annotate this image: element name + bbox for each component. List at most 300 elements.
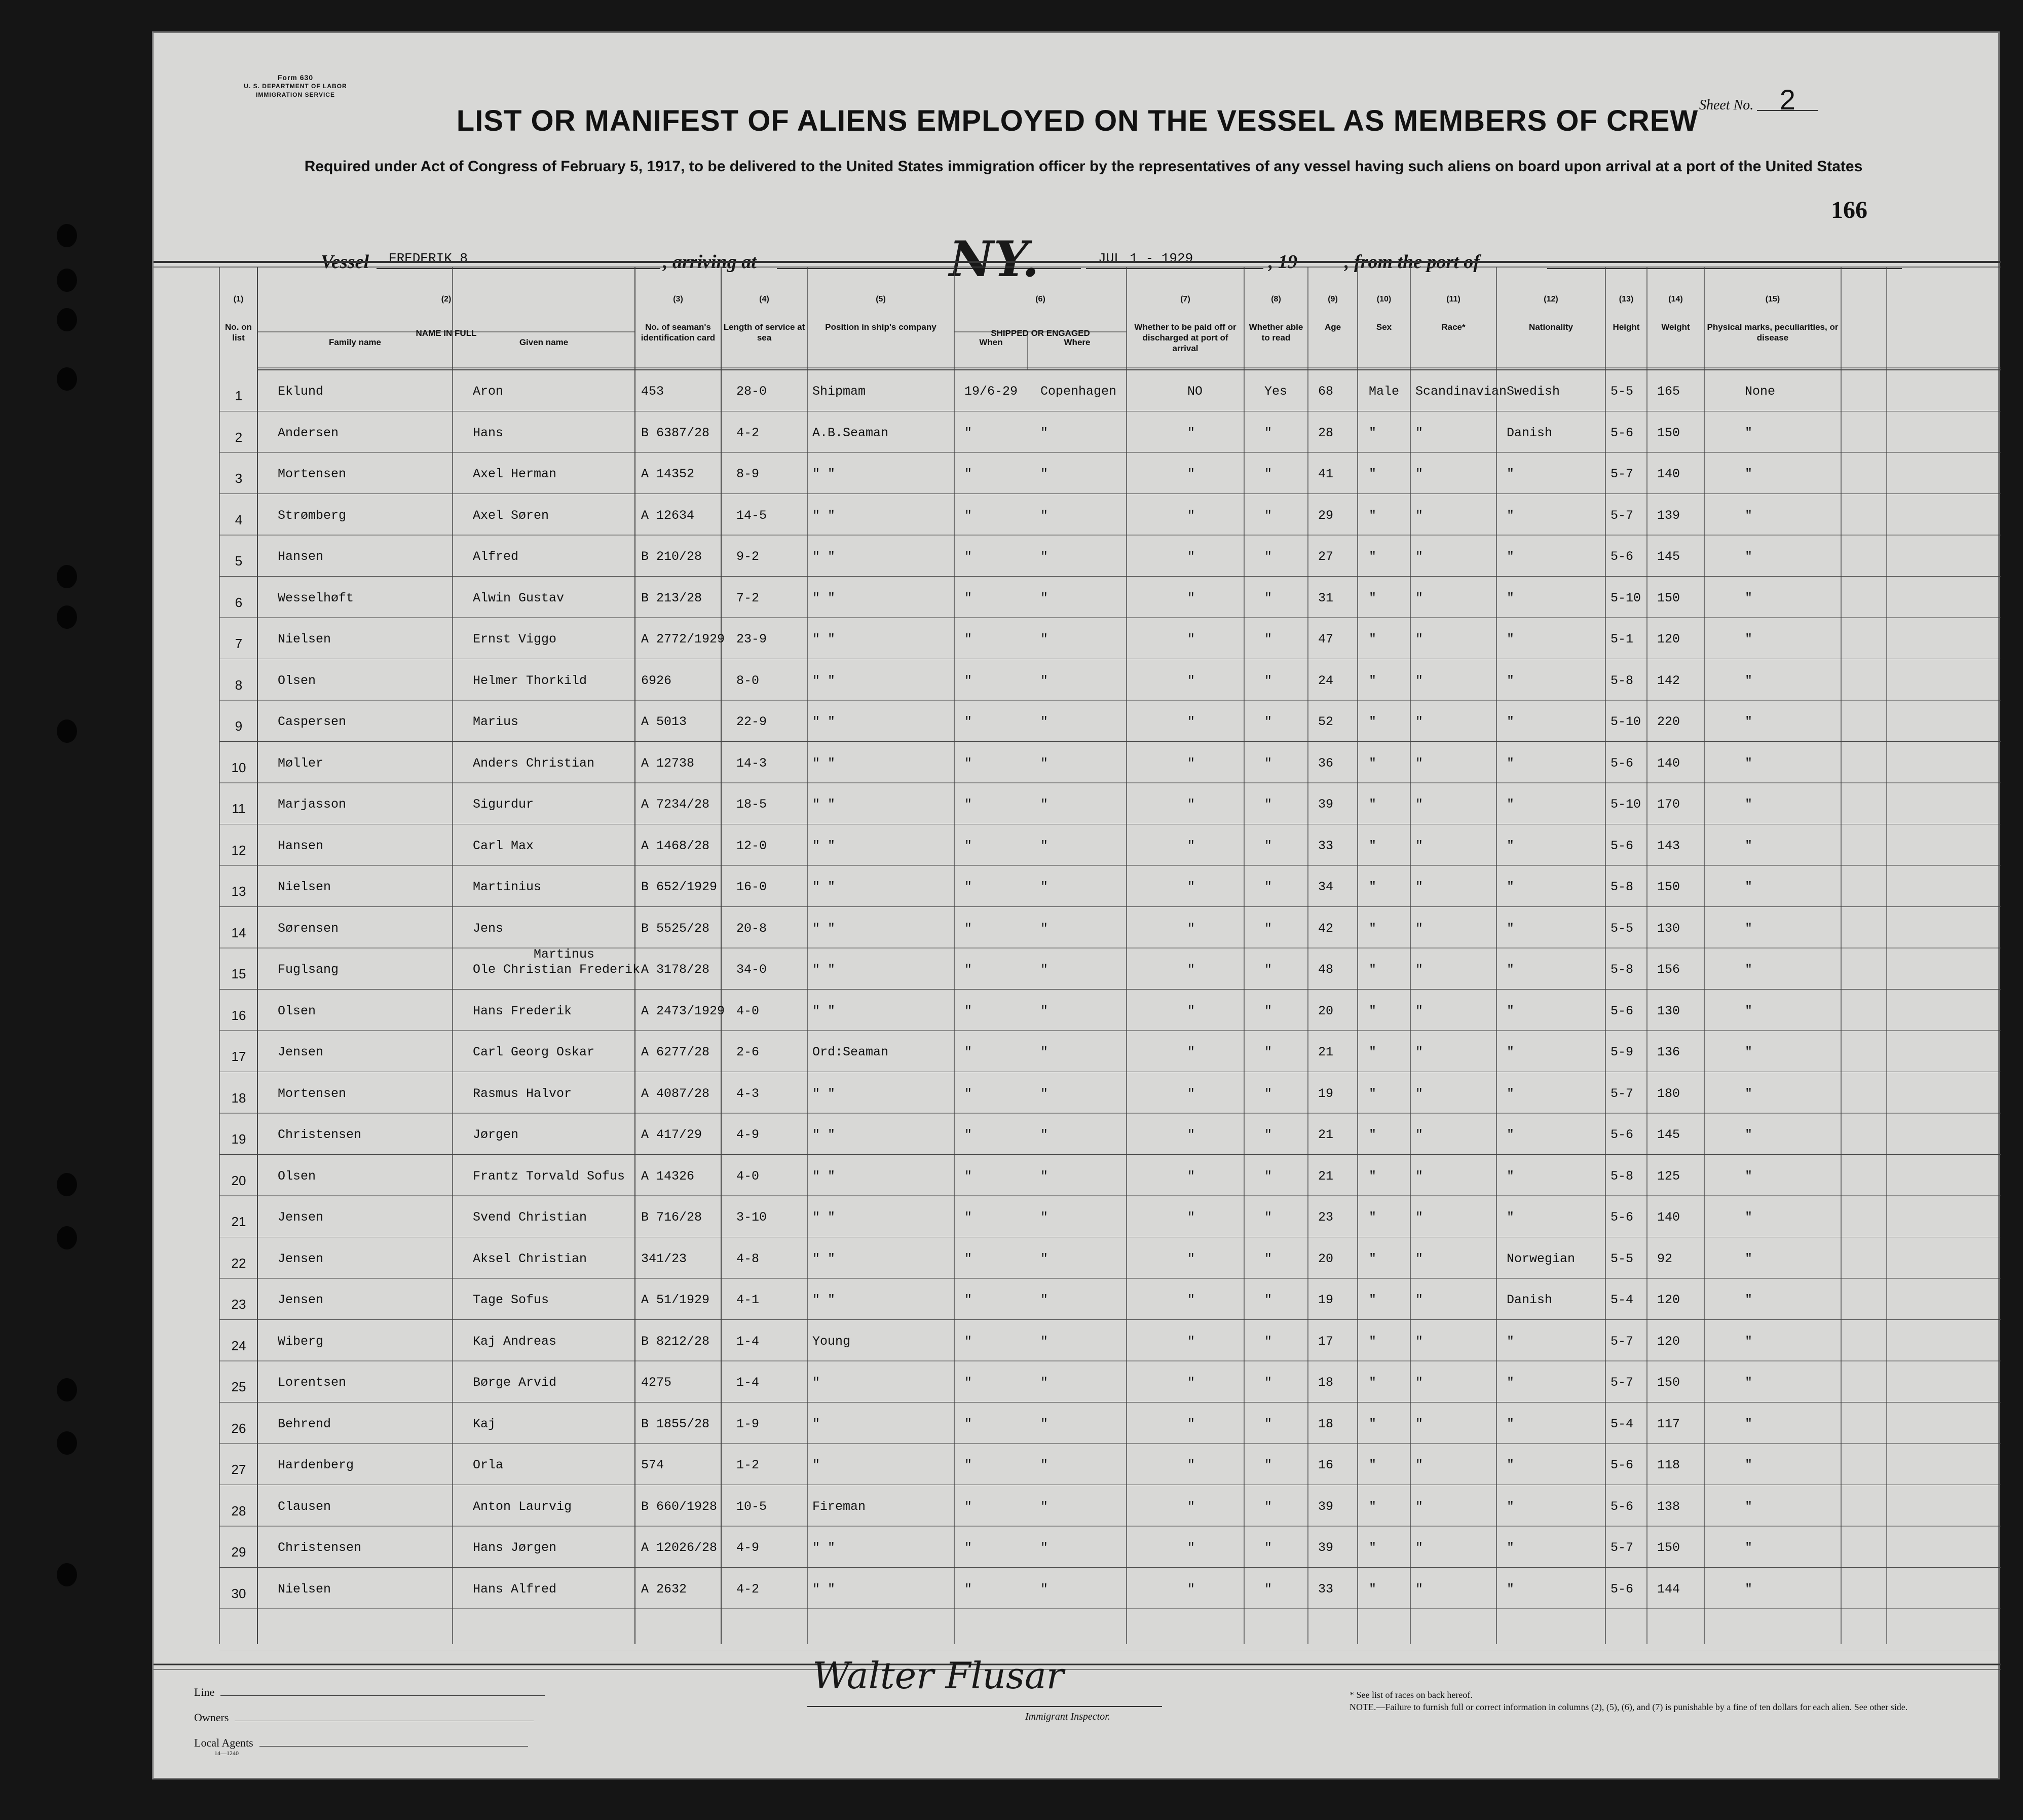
cell-age: 18	[1318, 1416, 1334, 1431]
column-heading: Whether to be paid off or discharged at port of arrival	[1134, 322, 1237, 353]
cell-where: "	[1040, 921, 1048, 936]
cell-race: Scandinavian	[1415, 384, 1507, 399]
row-number: 21	[231, 1214, 246, 1229]
cell-weight: 180	[1657, 1086, 1680, 1101]
cell-marks: "	[1745, 838, 1753, 853]
subheading-given: Given name	[519, 337, 569, 347]
cell-race: "	[1415, 508, 1423, 523]
row-number: 30	[231, 1585, 246, 1601]
row-number: 29	[231, 1544, 246, 1560]
cell-where: "	[1040, 549, 1048, 564]
form-number: Form 630	[277, 73, 314, 82]
cell-weight: 150	[1657, 1540, 1680, 1555]
cell-height: 5-1	[1610, 632, 1634, 647]
column-heading: Weight	[1661, 322, 1690, 332]
cell-read: "	[1264, 1086, 1272, 1101]
cell-weight: 120	[1657, 632, 1680, 647]
cell-nationality: "	[1507, 673, 1515, 688]
cell-nationality: Norwegian	[1507, 1251, 1576, 1266]
cell-service: 8-0	[736, 673, 760, 688]
manifest-sheet	[152, 31, 2000, 1779]
cell-service: 1-9	[736, 1416, 760, 1431]
cell-when: "	[964, 1168, 972, 1184]
cell-service: 23-9	[736, 632, 767, 647]
cell-weight: 136	[1657, 1045, 1680, 1059]
cell-marks: "	[1745, 1540, 1753, 1555]
cell-card: A 3178/28	[641, 962, 710, 977]
cell-marks: None	[1745, 384, 1776, 399]
cell-given: Jørgen	[473, 1127, 519, 1142]
cell-marks: "	[1745, 1293, 1753, 1307]
cell-nationality: "	[1507, 1045, 1515, 1059]
row-number: 3	[235, 471, 243, 486]
cell-card: A 12634	[641, 508, 695, 523]
cell-race: "	[1415, 425, 1423, 440]
cell-when: "	[964, 714, 972, 729]
subheading-family: Family name	[329, 337, 381, 347]
cell-given: Aksel Christian	[473, 1251, 587, 1266]
sheet-number-value: 2	[1757, 90, 1818, 111]
column-number: (15)	[1765, 295, 1780, 304]
cell-given: Martinius	[473, 880, 542, 894]
cell-when: "	[964, 467, 972, 481]
sheet-number-label: Sheet No.	[1699, 97, 1754, 113]
cell-nationality: "	[1507, 755, 1515, 771]
cell-given: Marius	[473, 714, 519, 729]
cell-given: Frantz Torvald Sofus	[473, 1168, 625, 1184]
penalty-note: NOTE.—Failure to furnish full or correct information in columns (2), (5), (6), and (7) is punishable by a fine of ten dollars for each alien. See other side.	[1350, 1702, 1908, 1712]
cell-paid: "	[1187, 467, 1195, 481]
cell-weight: 130	[1657, 921, 1680, 936]
cell-when: "	[964, 1375, 972, 1390]
cell-given: Anders Christian	[473, 755, 595, 771]
cell-marks: "	[1745, 1458, 1753, 1472]
vessel-label: Vessel	[321, 251, 369, 273]
cell-card: B 210/28	[641, 549, 702, 564]
cell-paid: "	[1187, 1086, 1195, 1101]
cell-age: 47	[1318, 632, 1334, 647]
cell-card: A 2772/1929	[641, 632, 725, 647]
cell-where: "	[1040, 1127, 1048, 1142]
cell-marks: "	[1745, 1003, 1753, 1018]
cell-given: Ole Christian Frederik	[473, 962, 641, 977]
cell-paid: "	[1187, 962, 1195, 977]
cell-height: 5-6	[1610, 425, 1634, 440]
cell-service: 1-4	[736, 1334, 760, 1349]
cell-height: 5-6	[1610, 1458, 1634, 1472]
cell-marks: "	[1745, 1416, 1753, 1431]
cell-sex: "	[1369, 1168, 1377, 1184]
cell-height: 5-5	[1610, 1251, 1634, 1266]
cell-marks: "	[1745, 1375, 1753, 1390]
cell-paid: "	[1187, 1375, 1195, 1390]
cell-height: 5-10	[1610, 714, 1641, 729]
form-department: U. S. DEPARTMENT OF LABOR	[244, 83, 347, 90]
cell-family: Strømberg	[278, 508, 347, 523]
cell-card: A 417/29	[641, 1127, 702, 1142]
cell-sex: Male	[1369, 384, 1400, 399]
cell-when: "	[964, 673, 972, 688]
cell-weight: 145	[1657, 1127, 1680, 1142]
cell-read: "	[1264, 425, 1272, 440]
cell-paid: "	[1187, 1416, 1195, 1431]
cell-when: "	[964, 1499, 972, 1514]
form-service: IMMIGRATION SERVICE	[256, 91, 335, 98]
cell-marks: "	[1745, 962, 1753, 977]
cell-sex: "	[1369, 1003, 1377, 1018]
cell-family: Nielsen	[278, 632, 331, 647]
cell-family: Hansen	[278, 838, 324, 853]
cell-sex: "	[1369, 1045, 1377, 1059]
cell-weight: 156	[1657, 962, 1680, 977]
cell-service: 4-2	[736, 1581, 760, 1597]
cell-family: Eklund	[278, 384, 324, 399]
cell-paid: "	[1187, 1334, 1195, 1349]
cell-race: "	[1415, 838, 1423, 853]
cell-when: "	[964, 797, 972, 812]
cell-where: "	[1040, 1168, 1048, 1184]
cell-card: A 1468/28	[641, 838, 710, 853]
cell-position: "	[812, 1375, 820, 1390]
column-number: (14)	[1668, 295, 1683, 304]
cell-where: "	[1040, 1540, 1048, 1555]
cell-where: "	[1040, 1499, 1048, 1514]
cell-nationality: "	[1507, 1458, 1515, 1472]
cell-weight: 140	[1657, 1210, 1680, 1225]
cell-when: "	[964, 1416, 972, 1431]
cell-age: 29	[1318, 508, 1334, 523]
cell-service: 7-2	[736, 590, 760, 605]
cell-given: Alfred	[473, 549, 519, 564]
cell-sex: "	[1369, 880, 1377, 894]
cell-given: Hans	[473, 425, 504, 440]
cell-service: 9-2	[736, 549, 760, 564]
cell-where: "	[1040, 467, 1048, 481]
cell-when: "	[964, 921, 972, 936]
subheading-where: Where	[1064, 337, 1091, 347]
row-number: 25	[231, 1379, 246, 1394]
cell-service: 4-9	[736, 1127, 760, 1142]
cell-when: "	[964, 1293, 972, 1307]
date-field: JUL 1 - 1929	[1086, 251, 1263, 269]
cell-family: Olsen	[278, 1003, 316, 1018]
race-note: * See list of races on back hereof.	[1350, 1690, 1473, 1700]
cell-nationality: "	[1507, 1168, 1515, 1184]
cell-position: " "	[812, 549, 836, 564]
cell-paid: "	[1187, 755, 1195, 771]
cell-sex: "	[1369, 1210, 1377, 1225]
cell-service: 2-6	[736, 1045, 760, 1059]
cell-read: "	[1264, 1127, 1272, 1142]
binder-hole	[57, 308, 77, 331]
row-number: 17	[231, 1049, 246, 1064]
row-number: 6	[235, 594, 243, 610]
cell-family: Jensen	[278, 1045, 324, 1059]
cell-service: 14-5	[736, 508, 767, 523]
cell-position: Fireman	[812, 1499, 866, 1514]
cell-marks: "	[1745, 1045, 1753, 1059]
cell-given: Rasmus Halvor	[473, 1086, 572, 1101]
arriving-handwritten: NY.	[949, 231, 1039, 288]
cell-race: "	[1415, 1458, 1423, 1472]
line-field	[194, 1686, 545, 1699]
binder-hole	[57, 1431, 77, 1455]
cell-paid: "	[1187, 673, 1195, 688]
cell-age: 41	[1318, 467, 1334, 481]
cell-paid: "	[1187, 921, 1195, 936]
cell-where: "	[1040, 1375, 1048, 1390]
cell-card: 341/23	[641, 1251, 687, 1266]
column-heading: Sex	[1376, 322, 1392, 332]
cell-position: " "	[812, 755, 836, 771]
form-code: 14—1240	[214, 1750, 239, 1757]
row-number: 8	[235, 677, 243, 693]
column-number: (6)	[1035, 295, 1045, 304]
cell-race: "	[1415, 1210, 1423, 1225]
footnote	[1350, 1689, 1912, 1713]
arriving-label: , arriving at	[663, 251, 757, 273]
cell-family: Hansen	[278, 549, 324, 564]
cell-paid: "	[1187, 797, 1195, 812]
cell-height: 5-7	[1610, 1375, 1634, 1390]
cell-sex: "	[1369, 1540, 1377, 1555]
cell-paid: "	[1187, 838, 1195, 853]
cell-card: B 5525/28	[641, 921, 710, 936]
cell-race: "	[1415, 1334, 1423, 1349]
cell-read: "	[1264, 1540, 1272, 1555]
cell-race: "	[1415, 1168, 1423, 1184]
row-number: 14	[231, 925, 246, 940]
cell-family: Wiberg	[278, 1334, 324, 1349]
cell-card: A 6277/28	[641, 1045, 710, 1059]
cell-read: "	[1264, 1293, 1272, 1307]
row-number: 20	[231, 1172, 246, 1188]
cell-service: 28-0	[736, 384, 767, 399]
cell-service: 20-8	[736, 921, 767, 936]
column-number: (13)	[1619, 295, 1634, 304]
cell-nationality: "	[1507, 1416, 1515, 1431]
row-number: 28	[231, 1503, 246, 1519]
row-number: 16	[231, 1007, 246, 1023]
cell-height: 5-7	[1610, 508, 1634, 523]
cell-age: 33	[1318, 838, 1334, 853]
cell-given: Børge Arvid	[473, 1375, 557, 1390]
cell-height: 5-8	[1610, 1168, 1634, 1184]
cell-height: 5-6	[1610, 838, 1634, 853]
cell-nationality: "	[1507, 1375, 1515, 1390]
cell-given: Carl Georg Oskar	[473, 1045, 595, 1059]
cell-paid: "	[1187, 549, 1195, 564]
column-heading: SHIPPED OR ENGAGED	[991, 328, 1090, 338]
row-number: 10	[231, 760, 246, 775]
cell-race: "	[1415, 1581, 1423, 1597]
row-number: 24	[231, 1338, 246, 1353]
cell-height: 5-8	[1610, 880, 1634, 894]
cell-read: "	[1264, 590, 1272, 605]
cell-sex: "	[1369, 1499, 1377, 1514]
cell-card: 453	[641, 384, 664, 399]
cell-position: " "	[812, 1293, 836, 1307]
cell-service: 8-9	[736, 467, 760, 481]
cell-height: 5-9	[1610, 1045, 1634, 1059]
binder-hole	[57, 1563, 77, 1586]
cell-paid: "	[1187, 880, 1195, 894]
cell-position: " "	[812, 1581, 836, 1597]
column-number: (7)	[1180, 295, 1190, 304]
row-number: 26	[231, 1420, 246, 1436]
cell-race: "	[1415, 1045, 1423, 1059]
cell-sex: "	[1369, 1458, 1377, 1472]
cell-age: 21	[1318, 1168, 1334, 1184]
column-heading: NAME IN FULL	[416, 328, 477, 338]
cell-family: Olsen	[278, 1168, 316, 1184]
cell-age: 68	[1318, 384, 1334, 399]
cell-age: 21	[1318, 1127, 1334, 1142]
cell-service: 4-9	[736, 1540, 760, 1555]
cell-card: B 716/28	[641, 1210, 702, 1225]
cell-position: " "	[812, 632, 836, 647]
binder-hole	[57, 367, 77, 391]
cell-sex: "	[1369, 962, 1377, 977]
cell-position: " "	[812, 962, 836, 977]
cell-where: "	[1040, 1251, 1048, 1266]
cell-service: 1-4	[736, 1375, 760, 1390]
cell-where: "	[1040, 1003, 1048, 1018]
cell-paid: "	[1187, 714, 1195, 729]
cell-read: "	[1264, 1581, 1272, 1597]
cell-marks: "	[1745, 1127, 1753, 1142]
row-number: 2	[235, 429, 243, 445]
cell-service: 3-10	[736, 1210, 767, 1225]
cell-where: "	[1040, 425, 1048, 440]
cell-where: "	[1040, 1045, 1048, 1059]
cell-when: "	[964, 1003, 972, 1018]
cell-family: Jensen	[278, 1251, 324, 1266]
column-number: (11)	[1446, 295, 1460, 304]
vessel-name-field: FREDERIK 8	[377, 251, 660, 269]
binder-hole	[57, 719, 77, 743]
cell-weight: 150	[1657, 590, 1680, 605]
cell-height: 5-6	[1610, 1499, 1634, 1514]
cell-given: Hans Jørgen	[473, 1540, 557, 1555]
row-number: 1	[235, 388, 243, 403]
cell-age: 27	[1318, 549, 1334, 564]
column-number: (2)	[441, 295, 452, 304]
cell-read: "	[1264, 714, 1272, 729]
cell-given: Kaj	[473, 1416, 496, 1431]
cell-marks: "	[1745, 1499, 1753, 1514]
cell-when: "	[964, 1127, 972, 1142]
column-heading: No. of seaman's identification card	[641, 322, 716, 343]
cell-when: "	[964, 1210, 972, 1225]
row-number: 22	[231, 1255, 246, 1271]
cell-when: 19/6-29	[964, 384, 1018, 399]
cell-family: Sørensen	[278, 921, 339, 936]
cell-when: "	[964, 425, 972, 440]
cell-when: "	[964, 1540, 972, 1555]
row-number: 11	[232, 801, 246, 816]
cell-weight: 170	[1657, 797, 1680, 812]
cell-position: " "	[812, 1210, 836, 1225]
cell-family: Fuglsang	[278, 962, 339, 977]
cell-service: 4-0	[736, 1168, 760, 1184]
cell-age: 24	[1318, 673, 1334, 688]
cell-paid: "	[1187, 1293, 1195, 1307]
cell-family: Møller	[278, 755, 324, 771]
cell-card: B 213/28	[641, 590, 702, 605]
cell-marks: "	[1745, 880, 1753, 894]
cell-age: 42	[1318, 921, 1334, 936]
cell-where: "	[1040, 632, 1048, 647]
cell-age: 31	[1318, 590, 1334, 605]
cell-marks: "	[1745, 755, 1753, 771]
cell-position: " "	[812, 1003, 836, 1018]
cell-nationality: "	[1507, 838, 1515, 853]
subheading-when: When	[979, 337, 1003, 347]
cell-card: 4275	[641, 1375, 672, 1390]
cell-age: 20	[1318, 1251, 1334, 1266]
cell-given-extra: Martinus	[534, 947, 595, 962]
cell-sex: "	[1369, 549, 1377, 564]
cell-where: "	[1040, 880, 1048, 894]
cell-age: 39	[1318, 1499, 1334, 1514]
agents-field	[194, 1736, 528, 1757]
row-number: 12	[231, 842, 246, 858]
cell-marks: "	[1745, 673, 1753, 688]
cell-paid: "	[1187, 632, 1195, 647]
cell-height: 5-7	[1610, 1086, 1634, 1101]
cell-race: "	[1415, 590, 1423, 605]
cell-given: Sigurdur	[473, 797, 534, 812]
cell-height: 5-6	[1610, 1003, 1634, 1018]
cell-paid: "	[1187, 1045, 1195, 1059]
cell-service: 4-8	[736, 1251, 760, 1266]
cell-paid: "	[1187, 508, 1195, 523]
cell-nationality: "	[1507, 1499, 1515, 1514]
cell-given: Axel Søren	[473, 508, 549, 523]
cell-race: "	[1415, 880, 1423, 894]
cell-nationality: "	[1507, 467, 1515, 481]
cell-read: "	[1264, 1499, 1272, 1514]
cell-sex: "	[1369, 921, 1377, 936]
cell-weight: 150	[1657, 425, 1680, 440]
cell-read: "	[1264, 1045, 1272, 1059]
cell-read: "	[1264, 632, 1272, 647]
cell-read: "	[1264, 1003, 1272, 1018]
binder-hole	[57, 565, 77, 588]
cell-card: A 5013	[641, 714, 687, 729]
cell-read: "	[1264, 921, 1272, 936]
cell-height: 5-6	[1610, 1210, 1634, 1225]
cell-family: Behrend	[278, 1416, 331, 1431]
cell-where: "	[1040, 755, 1048, 771]
cell-when: "	[964, 962, 972, 977]
cell-height: 5-10	[1610, 797, 1641, 812]
cell-when: "	[964, 1581, 972, 1597]
cell-race: "	[1415, 714, 1423, 729]
cell-given: Hans Alfred	[473, 1581, 557, 1597]
cell-weight: 143	[1657, 838, 1680, 853]
cell-position: Ord:Seaman	[812, 1045, 889, 1059]
row-number: 18	[231, 1090, 246, 1106]
cell-read: "	[1264, 1168, 1272, 1184]
cell-marks: "	[1745, 632, 1753, 647]
column-number: (3)	[673, 295, 683, 304]
cell-where: "	[1040, 1416, 1048, 1431]
cell-position: " "	[812, 590, 836, 605]
cell-paid: "	[1187, 1458, 1195, 1472]
cell-read: "	[1264, 1210, 1272, 1225]
